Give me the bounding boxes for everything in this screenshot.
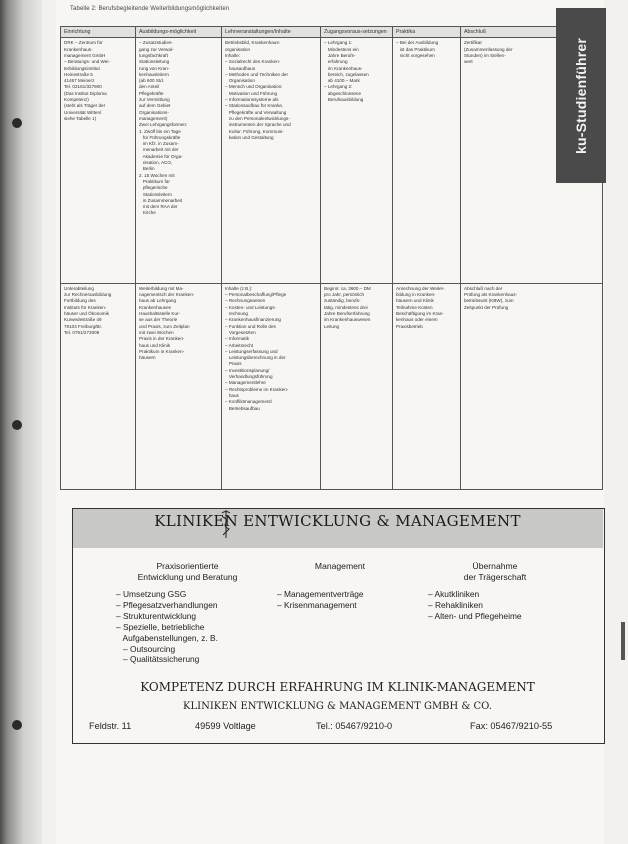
cell-line: Anrechnung der Weiter- [396, 285, 445, 291]
scan-mark [621, 622, 625, 660]
cell-line: – Arbeitsrecht [225, 342, 254, 348]
list-item: – Managementverträge [277, 589, 364, 599]
table-cell [222, 38, 321, 283]
list-item: – Krisenmanagement [277, 599, 357, 610]
cell-line: DRK – Zentrum für [64, 40, 103, 46]
cell-line: im Krankenhauswesen [324, 317, 371, 323]
cell-line: tungsfachkraft [139, 53, 168, 58]
cell-line: häuser und Ökonomik [64, 311, 109, 317]
ad-column-heading [285, 561, 395, 572]
cell-line: Teilnahme Kosten [396, 304, 433, 310]
cell-line: Betriebsbild, Krankenhaus- [225, 40, 281, 46]
cell-line: Inhalte: [225, 53, 241, 58]
cell-line: ab 4100.– Mark [324, 78, 360, 84]
cell-line: – Lehrgang 2: [324, 84, 353, 90]
cell-line: ist das Praktikum [396, 46, 435, 52]
cell-line: Vorgesetzten [225, 329, 256, 335]
cell-line: haus und Klinik [139, 342, 171, 348]
cell-line: im Krankenhaus- [324, 65, 363, 71]
table-row [61, 283, 603, 489]
cell-line: se aus der Theorie [139, 317, 178, 323]
ad-company-name: KLINIKEN ENTWICKLUNG & MANAGEMENT GMBH & CO. [183, 701, 492, 712]
list-item: – Spezielle, betriebliche [116, 621, 205, 632]
cell-line: rechnung [225, 311, 248, 317]
list-item: – Rehakliniken [428, 599, 483, 610]
cell-line: wert [464, 59, 473, 65]
cell-line: zu den Personalentwicklungs- [225, 115, 290, 121]
list-item: – Alten- und Pflegeheime [428, 610, 522, 621]
cell-line: Praxis [225, 361, 242, 367]
cell-line: organisation [225, 46, 251, 52]
cell-line: Verhandlungsführung [225, 374, 273, 380]
header-einrichtung: Einrichtung [61, 27, 136, 38]
cell-line: – Investitionsplanung/ [225, 367, 270, 373]
list-item: Aufgabenstellungen, z. B. [116, 632, 218, 643]
table-caption: Tabelle 2: Berufsbegleitende Weiterbildungsmöglichkeiten [70, 6, 230, 12]
cell-line: bereich, zugelassen [324, 71, 369, 77]
cell-line: Pflegekräfte [139, 90, 164, 96]
cell-line: Stationsleitung [139, 59, 170, 65]
cell-line: Instituts für Kranken- [64, 304, 107, 310]
cell-line: in Zusammenarbeit [139, 197, 183, 203]
cell-line: – Personalbeschaffung/Pflege [225, 292, 287, 298]
cell-line: Zertifikat [464, 40, 482, 46]
header-praktika: Praktika [393, 27, 461, 38]
cell-line: Abschluß nach der [464, 285, 503, 291]
list-item: – Umsetzung GSG [116, 589, 187, 599]
ad-service-list [116, 589, 218, 665]
table-cell [136, 283, 222, 489]
cell-line: management GmbH [64, 53, 106, 58]
cell-line: Organisation [225, 78, 255, 84]
cell-line: Zeitpunkt der Prüfung [464, 304, 509, 310]
cell-line: kenhaus oder einem [396, 317, 438, 323]
cell-line: tätig, mindestens drei [324, 304, 368, 310]
header-abschluss: Abschluß [461, 27, 603, 38]
cell-line: (Das Institut Diploma [64, 90, 107, 96]
cell-line: siehe Tabelle 1) [64, 115, 97, 121]
table-header-row [61, 27, 603, 38]
cell-line: Betriebsaufbau [225, 405, 260, 411]
table-cell [393, 283, 461, 489]
cell-line: Akademie für Orga- [139, 153, 183, 159]
cell-line: (Zusammenfassung der [464, 46, 513, 52]
cell-line: 41467 Meinerz [64, 78, 95, 84]
cell-line: pro Jahr, persönlich [324, 292, 365, 298]
cell-line: Kirche [139, 210, 156, 216]
list-item: – Akutkliniken [428, 589, 480, 599]
cell-line: Praktikum in Kranken- [139, 348, 185, 354]
cell-line: – Zusatzstudien- [139, 40, 173, 46]
cell-line: bildung in Kranken- [396, 292, 436, 298]
cell-line: häusern und Klinik [396, 298, 434, 304]
cell-line: – Bei der Ausbildung [396, 40, 439, 46]
list-item: – Pflegesatzverhandlungen [116, 599, 218, 610]
cell-line: Berufsausbildung [324, 97, 364, 103]
cell-line: nicht vorgesehen [396, 53, 435, 58]
training-table [60, 26, 603, 490]
cell-line: für Führungskräfte [139, 134, 181, 140]
cell-line: – Beratungs- und Wei- [64, 59, 110, 65]
cell-line: Tel. 02161/327900 [64, 84, 102, 90]
cell-line: Zwei Lehrgangsformen: [139, 122, 188, 128]
cell-line: auf dem Gebiet [139, 103, 171, 109]
cell-line: nisation, ACO, [139, 160, 173, 166]
cell-line: (steht als Träger der [64, 103, 106, 109]
cell-line: kenhausleitern [139, 71, 169, 77]
cell-line: zuständig, berufs- [324, 298, 361, 304]
cell-line: zur Rechnerausbildung [64, 292, 112, 298]
ad-brand-line [60, 512, 615, 530]
table-cell [136, 38, 222, 283]
cell-line: Beschäftigung im Kran- [396, 311, 444, 317]
cell-line: haus ab Lehrgang [139, 298, 177, 304]
cell-line: Beginn: ca. 3600.– DM [324, 285, 371, 291]
ad-brand-name: KLINIKEN ENTWICKLUNG & MANAGEMENT [154, 512, 521, 530]
cell-line: Pflegekräfte und Verwaltung [225, 109, 287, 115]
cell-line: Heinestraße 5 [64, 71, 93, 77]
cell-line: hausaufbaus [225, 65, 256, 71]
cell-line: Berlin [139, 166, 155, 172]
punch-hole [12, 118, 22, 128]
binder-strip [0, 0, 42, 844]
header-zugang: Zugangsvoraus-setzungen [321, 27, 393, 38]
table-cell [222, 283, 321, 489]
list-item: – Qualitätssicherung [116, 654, 200, 665]
cell-line: – Rechnungswesen [225, 298, 266, 304]
cell-line: – Sozialrecht des Kranken- [225, 59, 281, 65]
cell-line: Prüfung als Krankenhaus- [464, 292, 518, 298]
cell-line: Haushaltsstelle Kur- [139, 311, 181, 317]
table-cell [61, 38, 136, 283]
cell-line: Inhalte (z.B.): [225, 285, 253, 291]
table-cell [461, 283, 603, 489]
cell-line: Krankenhauses [139, 304, 171, 310]
cell-line: – Rechtsprobleme im Kranken- [225, 386, 289, 392]
ad-street: Feldstr. 11 [89, 721, 132, 731]
cell-line: häusern [139, 355, 156, 361]
heading-line: Praxisorientierte [156, 561, 219, 571]
cell-line: – Methoden und Techniken der [225, 71, 288, 77]
ad-slogan: KOMPETENZ DURCH ERFAHRUNG IM KLINIK-MANAGEMENT [140, 680, 535, 694]
cell-line: Kurwedestraße 49 [64, 317, 102, 323]
cell-line: abgeschlossene [324, 90, 362, 96]
cell-line: Fortbildung des [64, 298, 96, 304]
punch-hole [12, 720, 22, 730]
list-item: – Strukturentwicklung [116, 610, 197, 621]
cell-line: management) [139, 115, 168, 121]
side-tab [556, 8, 606, 183]
cell-line: – Kosten- und Leistungs- [225, 304, 277, 310]
cell-line: Motivation und Führung [225, 90, 278, 96]
table-cell [321, 283, 393, 489]
cell-line: Praktikum für [139, 178, 170, 184]
cell-line: – Funktion und Rolle des [225, 323, 276, 329]
heading-line: der Trägerschaft [463, 572, 527, 582]
cell-line: 2. 15 Wochen mit [139, 172, 175, 178]
cell-line: Stunden) im Stellen- [464, 53, 506, 58]
cell-line: instrumenten der Sprache und [225, 122, 291, 128]
table-cell [321, 38, 393, 283]
ad-phone: Tel.: 05467/9210-0 [316, 721, 393, 731]
cell-line: betriebswirt (KBW), zum [464, 298, 514, 304]
cell-line: Kompetenz) [64, 97, 89, 103]
cell-line: den Anteil [139, 84, 160, 90]
cell-line: Jahre Berufs- [324, 53, 356, 58]
cell-line: – Lehrgang 1: [324, 40, 353, 46]
cell-line: haus [225, 392, 239, 398]
cell-line: – Leistungserfassung und [225, 348, 278, 354]
heading-line: Management [314, 561, 366, 571]
cell-line: Tel. 0761/273009 [64, 329, 100, 335]
cell-line: – Konfliktmanagement/ [225, 399, 272, 405]
punch-hole [12, 420, 22, 430]
cell-line: pflegerische [139, 185, 168, 191]
cell-line: mit zwei Wochen [139, 329, 174, 335]
cell-line: rung von Kran- [139, 65, 170, 71]
cell-line: kation und Gestaltung [225, 134, 274, 140]
cell-line: Organisations- [139, 109, 169, 115]
ad-column-heading [110, 561, 265, 583]
cell-line: – Informationssysteme als [225, 97, 279, 103]
ad-column-heading [420, 561, 570, 583]
ad-service-list [277, 589, 364, 611]
cell-line: terbildungsinstitut [64, 65, 100, 71]
cell-line: menarbeit mit der [139, 147, 179, 153]
cell-line: Krankenhaus- [64, 46, 93, 52]
header-ausbildung: Ausbildungs-möglichkeit [136, 27, 222, 38]
cell-line: nagementsch der Kranken- [139, 292, 195, 298]
cell-line: mit dem RAA der [139, 204, 178, 210]
cell-line: Stationsleitern [139, 191, 172, 197]
heading-line: Entwicklung und Beratung [137, 572, 238, 582]
cell-line: zur Vermittlung [139, 97, 170, 103]
cell-line: – Managementlehre [225, 380, 266, 386]
cell-line: im Kfz. in Zusam- [139, 141, 179, 147]
cell-line: 79104 Freiburg/Br. [64, 323, 103, 329]
cell-line: Weiterbildung mit Ma- [139, 285, 184, 291]
cell-line: Unterabteilung [64, 285, 94, 291]
cell-line: gang zur Verwal- [139, 46, 174, 52]
ad-city: 49599 Voltlage [195, 721, 256, 731]
cell-line: Leitung [324, 323, 340, 329]
table-row [61, 38, 603, 283]
cell-line: erfahrung [324, 59, 348, 65]
cell-line: Praxis in der Kranken- [139, 336, 185, 342]
cell-line: Jahre Berufserfahrung [324, 311, 370, 317]
cell-line: Mindestens ein [324, 46, 359, 52]
ad-service-list [428, 589, 522, 622]
cell-line: (ab 600 Std. [139, 78, 165, 84]
caduceus-icon [219, 509, 233, 539]
cell-line: – Stationsaufbau für Kranke, [225, 103, 284, 109]
side-tab-label: ku-Studienführer [573, 38, 589, 154]
table-cell [393, 38, 461, 283]
table-cell [61, 283, 136, 489]
header-inhalte: Lehrveranstaltungen/Inhalte [222, 27, 321, 38]
ad-fax: Fax: 05467/9210-55 [470, 721, 553, 731]
cell-line: – Mensch und Organisation: [225, 84, 283, 90]
cell-line: 1. Zwölf bis ein Tage [139, 128, 181, 134]
heading-line: Übernahme [472, 561, 518, 571]
cell-line: und Praxis, zum Zeitplan [139, 323, 190, 329]
cell-line: – Krankenhausfinanzierung [225, 317, 281, 323]
cell-line: – Informatik [225, 336, 249, 342]
cell-line: Kultur. Führung, Kommuni- [225, 128, 284, 134]
cell-line: Praxisbetrieb [396, 323, 423, 329]
list-item: – Outsourcing [116, 643, 176, 654]
cell-line: Leistungsberechnung in der [225, 355, 286, 361]
cell-line: Universität Witten/ [64, 109, 102, 115]
